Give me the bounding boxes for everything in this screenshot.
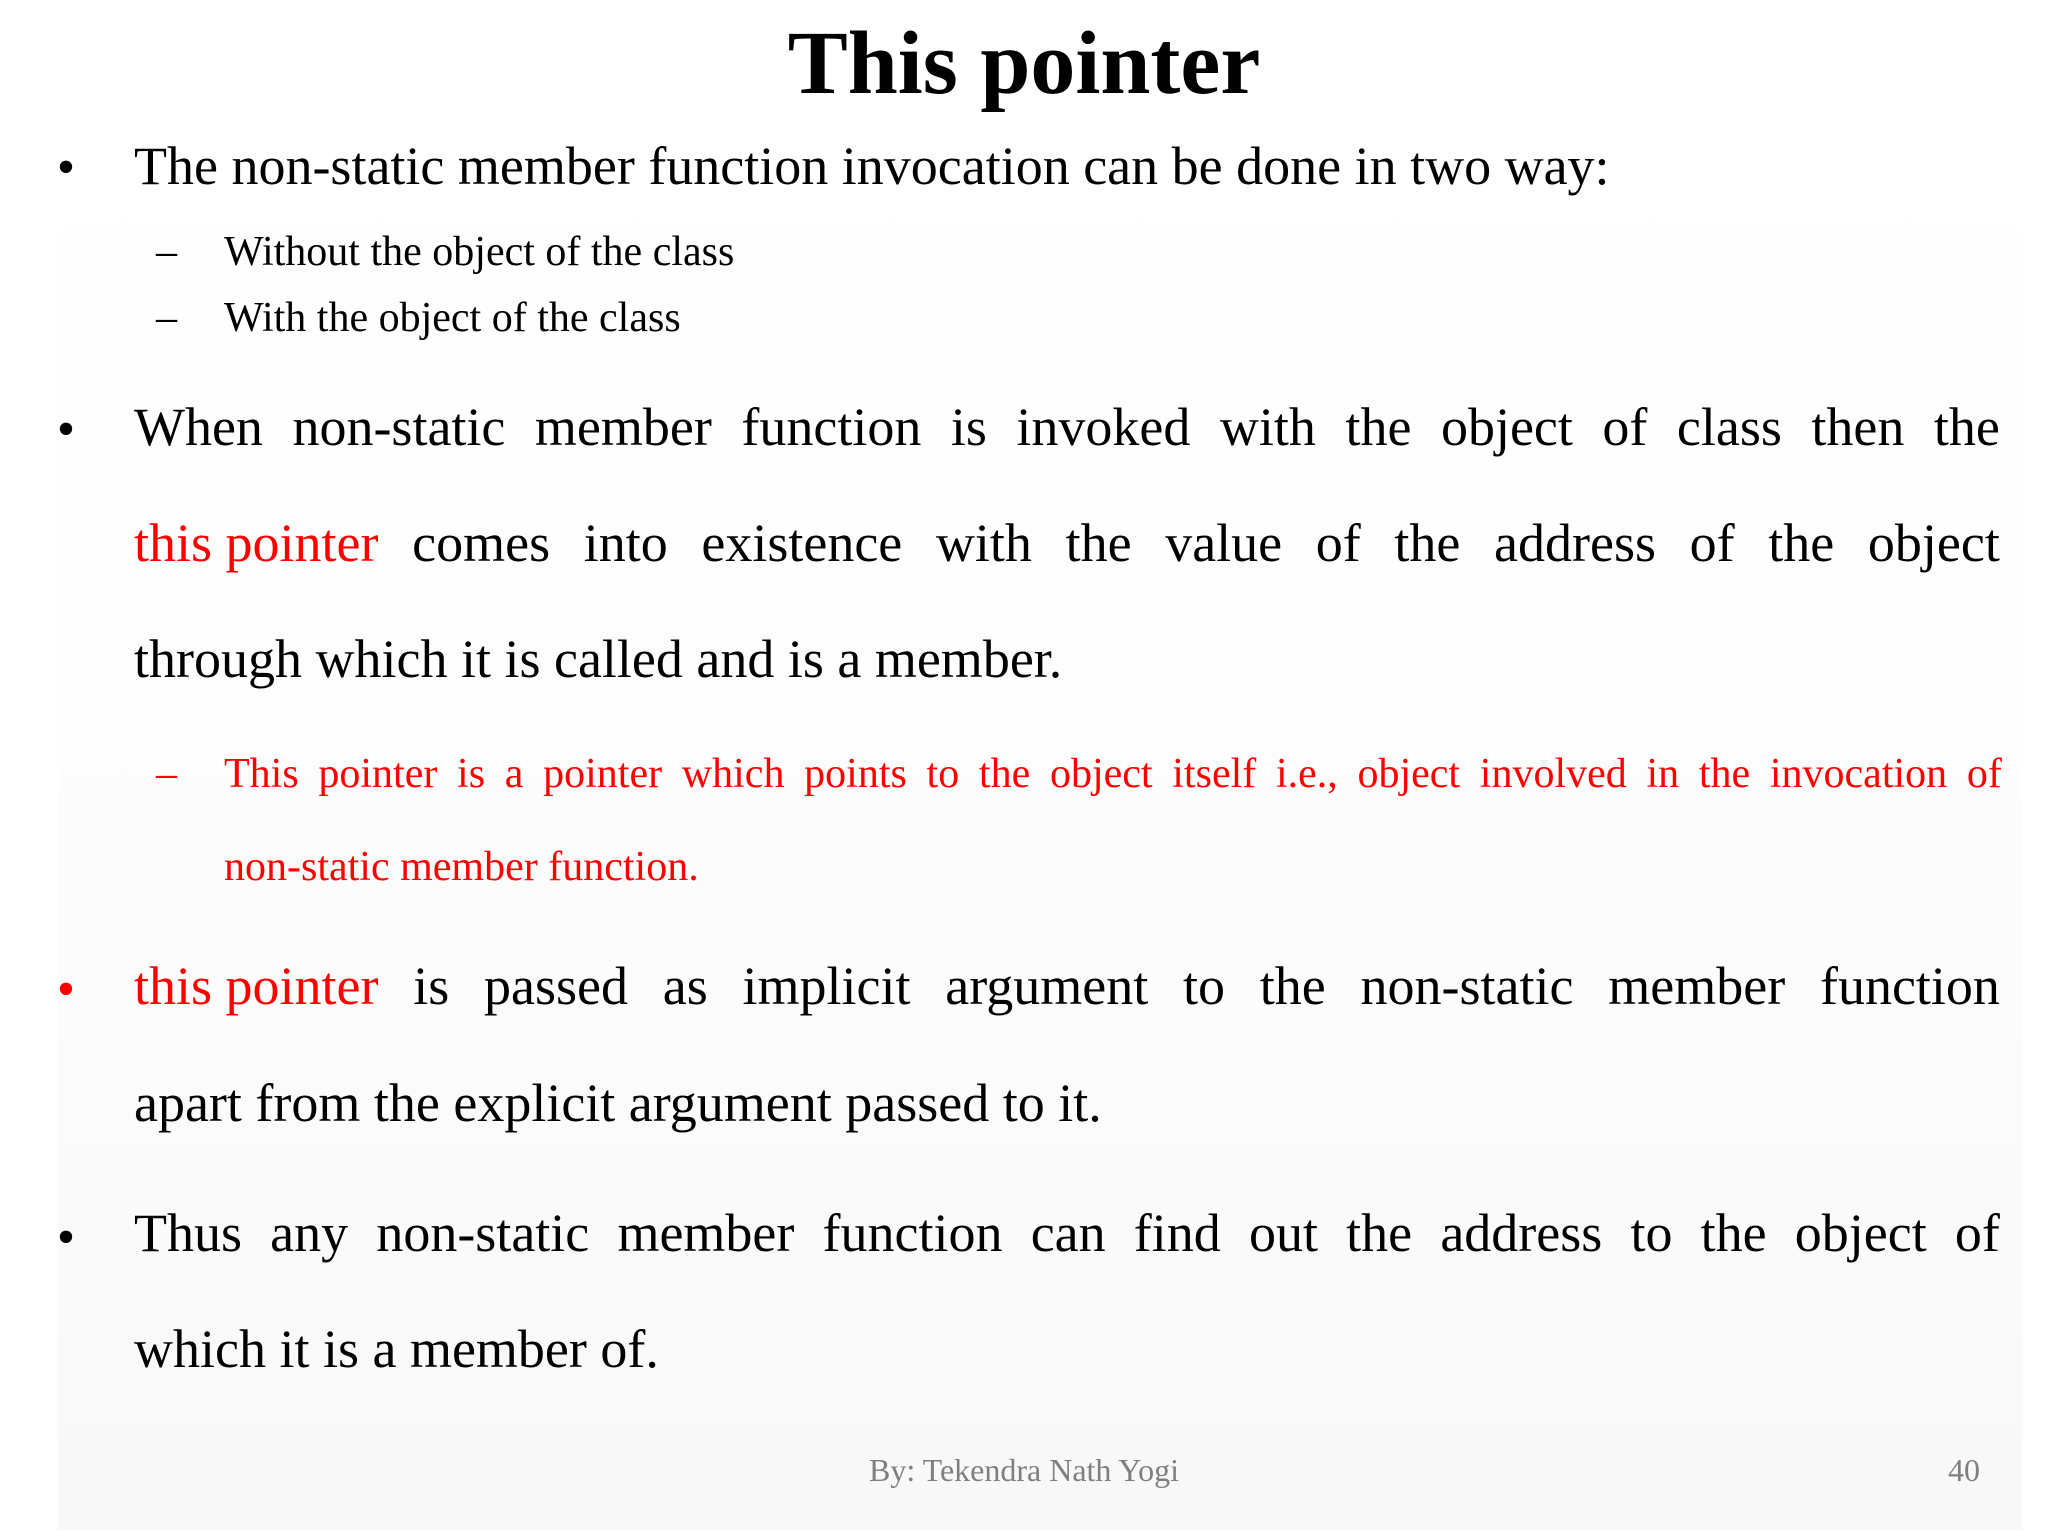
word: out: [1248, 1203, 1318, 1263]
sub-dash-marker: –: [156, 229, 177, 275]
page-number: 40: [1948, 1452, 1980, 1488]
word: can: [1030, 1203, 1106, 1263]
word: existence: [701, 513, 903, 573]
bullet-marker: •: [56, 1209, 76, 1266]
word: the: [978, 751, 1031, 797]
word: points: [804, 751, 907, 797]
word: any: [270, 1203, 349, 1263]
word: of: [1966, 751, 2002, 797]
word: the: [1346, 1203, 1413, 1263]
word: the: [1933, 397, 2000, 457]
word: involved: [1479, 751, 1627, 797]
bullet-marker: •: [56, 401, 76, 458]
word: passed: [484, 956, 629, 1016]
word: the: [1768, 513, 1835, 573]
word: is: [457, 751, 486, 797]
word: the: [1065, 513, 1132, 573]
bullet-3-line-1: [134, 955, 2000, 1017]
bullet-1-subitem-2: With the object of the class: [224, 295, 681, 341]
bullet-marker: •: [56, 961, 76, 1018]
word: non-static: [376, 1203, 590, 1263]
word: to: [1630, 1203, 1673, 1263]
word: in: [1646, 751, 1680, 797]
word: Thus: [134, 1203, 242, 1263]
word: When: [134, 397, 263, 457]
word: object: [1049, 751, 1153, 797]
bullet-2-subitem-line-2: non-static member function.: [224, 844, 699, 890]
word: object: [1867, 513, 2000, 573]
word: implicit: [742, 956, 911, 1016]
word: address: [1494, 513, 1656, 573]
word: then: [1811, 397, 1905, 457]
word: object: [1357, 751, 1461, 797]
word: with: [935, 513, 1032, 573]
word: to: [926, 751, 960, 797]
word: of: [1315, 513, 1361, 573]
word: the: [1698, 751, 1751, 797]
word: the: [1700, 1203, 1767, 1263]
bullet-3-line-2: apart from the explicit argument passed to it.: [134, 1073, 1102, 1133]
word: of: [1602, 397, 1648, 457]
bullet-4-line-1: [134, 1202, 2000, 1264]
bullet-2-subitem-line-1: [224, 750, 2002, 798]
bullet-1-subitem-1: Without the object of the class: [224, 229, 735, 275]
word: into: [583, 513, 668, 573]
slide-title: This pointer: [787, 14, 1261, 113]
bullet-1-text: The non-static member function invocation can be done in two way:: [134, 136, 1610, 196]
word: argument: [945, 956, 1149, 1016]
word: comes: [412, 513, 551, 573]
bullet-4-line-2: which it is a member of.: [134, 1319, 659, 1379]
word: pointer: [318, 751, 438, 797]
word: pointer: [543, 751, 663, 797]
this-pointer-highlight: this pointer: [134, 956, 379, 1016]
this-pointer-highlight: this pointer: [134, 513, 379, 573]
word: find: [1133, 1203, 1221, 1263]
sub-dash-marker: –: [156, 295, 177, 341]
word: address: [1440, 1203, 1603, 1263]
word: class: [1676, 397, 1782, 457]
word: invocation: [1769, 751, 1948, 797]
word: to: [1183, 956, 1226, 1016]
bullet-2-line-3: through which it is called and is a member.: [134, 629, 1063, 689]
word: value: [1165, 513, 1283, 573]
footer-author: By: Tekendra Nath Yogi: [868, 1452, 1180, 1488]
word: object: [1794, 1203, 1927, 1263]
word: invoked: [1016, 397, 1191, 457]
sub-dash-marker: –: [156, 751, 177, 797]
word: i.e.,: [1275, 751, 1338, 797]
bullet-marker: •: [56, 139, 76, 196]
word: is: [950, 397, 987, 457]
word: member: [534, 397, 712, 457]
word: the: [1259, 956, 1326, 1016]
word: of: [1954, 1203, 2000, 1263]
word: which: [681, 751, 785, 797]
bullet-2-line-2: [134, 512, 2000, 574]
word: member: [1608, 956, 1786, 1016]
word: with: [1219, 397, 1316, 457]
word: object: [1440, 397, 1573, 457]
word: of: [1689, 513, 1735, 573]
word: the: [1345, 397, 1412, 457]
word: This: [224, 751, 299, 797]
word: non-static: [292, 397, 506, 457]
word: function: [822, 1203, 1003, 1263]
word: member: [617, 1203, 795, 1263]
word: function: [1819, 956, 2000, 1016]
word: is: [413, 956, 450, 1016]
word: non-static: [1360, 956, 1574, 1016]
word: itself: [1172, 751, 1257, 797]
word: the: [1394, 513, 1461, 573]
word: a: [504, 751, 524, 797]
word: as: [662, 956, 708, 1016]
bullet-2-line-1: [134, 396, 2000, 458]
word: function: [741, 397, 922, 457]
